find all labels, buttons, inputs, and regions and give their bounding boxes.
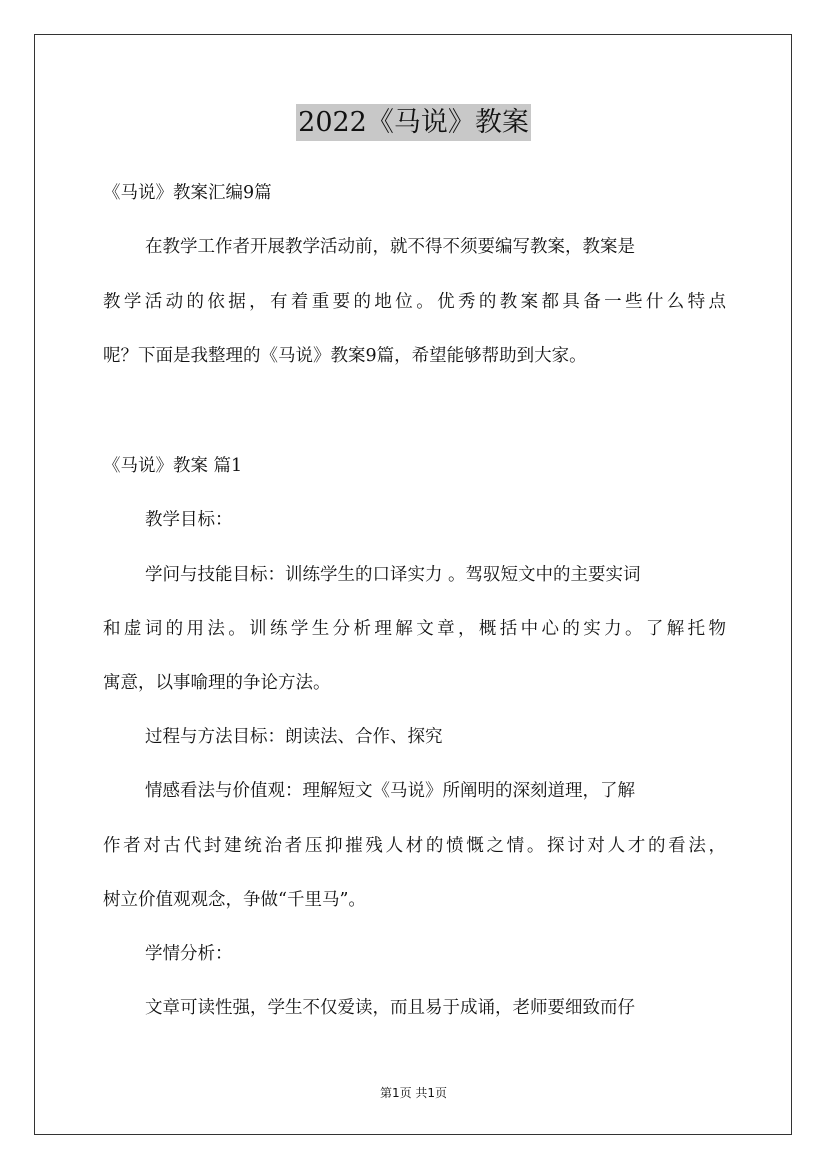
emotion-goal-line-3: 树立价值观观念，争做“千里马”。: [103, 890, 366, 910]
intro-paragraph-line-3: 呢？下面是我整理的《马说》教案9篇，希望能够帮助到大家。: [103, 346, 587, 366]
page-footer: 第1页 共1页: [379, 1086, 448, 1100]
knowledge-goal-line-2: 和虚词的用法。训练学生分析理解文章，概括中心的实力。了解托物: [103, 619, 726, 639]
knowledge-goal-line-1: 学问与技能目标：训练学生的口译实力 。驾驭短文中的主要实词: [145, 565, 641, 585]
document-title: 2022《马说》教案: [296, 104, 531, 141]
emotion-goal-line-1: 情感看法与价值观：理解短文《马说》所阐明的深刻道理，了解: [145, 781, 635, 801]
title-container: [0, 104, 827, 141]
emotion-goal-line-2: 作者对古代封建统治者压抑摧残人材的愤慨之情。探讨对人才的看法，: [103, 836, 726, 856]
teaching-goals-label: 教学目标：: [145, 510, 233, 530]
intro-paragraph-line-1: 在教学工作者开展教学活动前，就不得不须要编写教案，教案是: [145, 237, 635, 257]
intro-paragraph-line-2: 教学活动的依据，有着重要的地位。优秀的教案都具备一些什么特点: [103, 292, 726, 312]
collection-heading: 《马说》教案汇编9篇: [103, 183, 272, 203]
process-method-goal: 过程与方法目标：朗读法、合作、探究: [145, 727, 443, 747]
knowledge-goal-line-3: 寓意，以事喻理的争论方法。: [103, 673, 331, 693]
student-analysis-label: 学情分析：: [145, 944, 233, 964]
student-analysis-line-1: 文章可读性强，学生不仅爱读，而且易于成诵，老师要细致而仔: [145, 998, 635, 1018]
section-heading-1: 《马说》教案 篇1: [103, 456, 243, 476]
